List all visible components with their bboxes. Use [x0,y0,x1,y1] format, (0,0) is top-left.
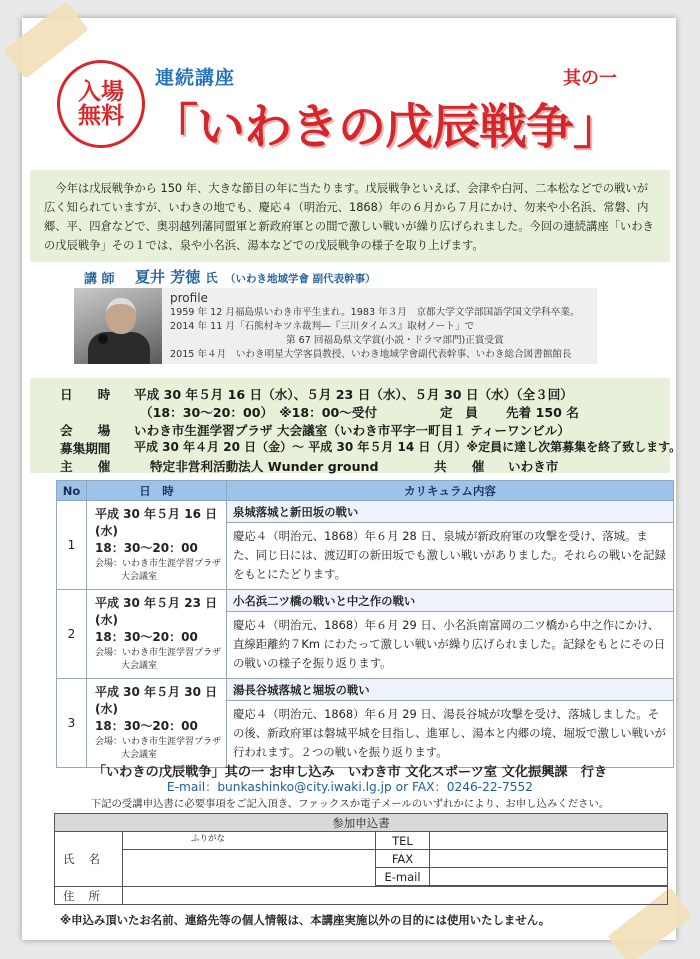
main-title: 「いわきの戊辰戦争」 [150,99,621,155]
session-description: 慶応４（明治元、1868）年６月 29 日、湯長谷城が攻撃を受け、落城しました。その後、新政府軍は磐城平城を目指し、進軍し、湯本と内郷の境、堀坂で激しい戦いが行われます。２つの戦いを振り返ります。 [227,701,674,768]
application-instructions: 下記の受講申込書に必要事項をご記入頂き、ファックスか電子メールのいずれかにより、お申し込みください。 [90,798,610,810]
organizer-label: 主 催 [60,459,111,474]
capacity-value: 先着 150 名 [506,405,579,420]
furigana-field[interactable] [123,832,376,850]
address-label: 住所 [55,887,123,905]
row-number: 3 [57,679,87,768]
session-description: 慶応４（明治元、1868）年６月 28 日、泉城が新政府軍の攻撃を受け、落城。また、同じ日には、渡辺町の新田坂でも激しい戦いがありました。それらの戦いを記録をもとにたどります。 [227,523,674,590]
session-date: 平成 30 年５月 16 日(水) [95,507,218,538]
lecturer-honorific: 氏 [205,271,218,285]
series-label: 連続講座 [155,67,236,89]
row-number: 2 [57,590,87,679]
lecturer-label: 講 師 [84,272,115,287]
profile-line: 2014 年 11 月「石熊村キツネ裁判―『三川タイムス』取材ノート」で [170,321,475,332]
event-info [30,378,682,474]
tel-field[interactable] [430,832,668,850]
venue-value: いわき市生涯学習プラザ 大会議室（いわき市平字一町目１ ティーワンビル） [134,423,570,438]
tel-label: TEL [376,832,430,850]
session-topic: 泉城落城と新田坂の戦い [227,501,674,523]
session-venue: 会場：いわき市生涯学習プラザ [95,648,222,658]
session-date: 平成 30 年５月 30 日(水) [95,685,218,716]
lecturer-name-text: 夏井 芳徳 [135,268,201,286]
session-room: 大会議室 [121,572,158,582]
table-row [57,501,674,523]
session-time: 18：30～20：00 [95,630,198,644]
date-label: 日 時 [60,387,111,402]
cosponsor-value: いわき市 [508,459,559,474]
period-value: 平成 30 年４月 20 日（金）～ 平成 30 年５月 14 日（月）※定員に達し次第募集を終了致します。 [134,440,682,454]
table-row [57,679,674,701]
venue-label: 会 場 [60,423,111,438]
cosponsor-label: 共 催 [434,459,485,474]
session-time: 18：30～20：00 [95,719,198,733]
header-content: カリキュラム内容 [227,481,674,501]
table-row [57,590,674,612]
session-room: 大会議室 [121,661,158,671]
application-form [54,813,668,905]
row-datetime [87,590,227,679]
profile-heading: profile [170,291,208,305]
profile-box [162,288,597,364]
name-field[interactable] [123,850,376,887]
row-datetime [87,679,227,768]
email-field[interactable] [430,868,668,886]
part-label: 其の一 [563,68,617,89]
session-time: 18：30～20：00 [95,541,198,555]
row-number: 1 [57,501,87,590]
header-no: No [57,481,87,501]
application-contact[interactable]: E-mail：bunkashinko@city.iwaki.lg.jp or FAX：0246-22-7552 [166,780,534,794]
form-heading: 参加申込書 [55,814,668,832]
session-description: 慶応４（明治元、1868）年６月 29 日、小名浜南富岡の二ツ橋から中之作にかけ、直線距離約７Km にわたって激しい戦いが繰り広げられました。記録をもとにその日の戦いの様子を振り返ります。 [227,612,674,679]
fax-label: FAX [376,850,430,868]
header-datetime: 日 時 [87,481,227,501]
session-room: 大会議室 [121,750,158,760]
profile-line: 1959 年 12 月福島県いわき市平生まれ。1983 年３月 京都大学文学部国語学国文学科卒業。 [170,307,580,318]
stamp-line-2: 無料 [78,102,124,129]
lecturer-affiliation: （いわき地域学會 副代表幹事） [225,273,376,285]
application-heading: 「いわきの戊辰戦争」其の一 お申し込み いわき市 文化スポーツ室 文化振興課 行き [92,765,608,780]
row-datetime [87,501,227,590]
capacity-label: 定 員 [440,405,478,420]
free-admission-stamp [57,60,145,148]
intro-text: 今年は戊辰戦争から 150 年、大きな節目の年に当たります。戊辰戦争といえば、会津や白河、二本松などでの戦いが広く知られていますが、いわきの地でも、慶応４（明治元、1868）年の６月から７月にかけ、勿来や小名浜、常磐、内郷、平、四倉などで、奥羽越列藩同盟軍と新政府軍との間で激しい戦いが繰り広げられました。今回の連続講座「いわきの戊辰戦争」その１では、泉や小名浜、湯本などでの戊辰戦争の様子を取り上げます。 [30,170,670,262]
profile-line: 2015 年４月 いわき明星大学客員教授、いわき地域学會副代表幹事、いわき総合図書館館長 [170,349,572,360]
lecturer-photo [74,288,162,364]
email-label: E-mail [376,868,430,886]
curriculum-table [56,480,674,768]
time-value: （18：30～20：00） ※18：00～受付 [140,405,378,420]
session-venue: 会場：いわき市生涯学習プラザ [95,559,222,569]
privacy-notice: ※申込み頂いたお名前、連絡先等の個人情報は、本講座実施以外の目的には使用いたしません。 [60,913,551,927]
lecturer-name [135,266,217,287]
address-field[interactable] [123,887,668,905]
session-topic: 湯長谷城落城と堀坂の戦い [227,679,674,701]
period-label: 募集期間 [60,441,111,456]
name-label: 氏名 [55,832,123,887]
organizer-value: 特定非営利活動法人 Wunder ground [150,459,379,474]
session-venue: 会場：いわき市生涯学習プラザ [95,737,222,747]
stamp-line-1: 入場 [78,77,124,105]
date-value: 平成 30 年５月 16 日（水）、５月 23 日（水）、５月 30 日（水）（全３回） [134,387,573,402]
session-date: 平成 30 年５月 23 日(水) [95,596,218,627]
fax-field[interactable] [430,850,668,868]
profile-line: 第 67 回福島県文学賞(小説・ドラマ部門)正賞受賞 [286,335,504,346]
session-topic: 小名浜二ツ橋の戦いと中之作の戦い [227,590,674,612]
furigana-label: ふりがな [191,834,226,844]
